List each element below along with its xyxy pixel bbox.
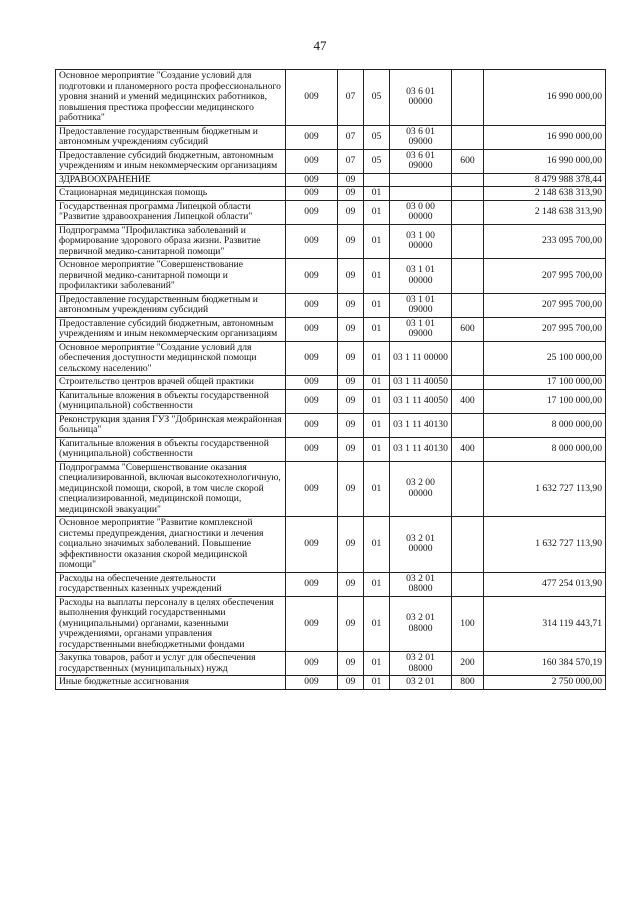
row-name-cell: Предоставление государственным бюджетным и автономным учреждениям субсидий [56, 293, 286, 317]
table-row [56, 70, 606, 126]
row-name-cell: Основное мероприятие "Создание условий для подготовки и планомерного роста профессионального уровня знаний и умений медицинских работников, повышения престижа профессии медицинского работника" [56, 70, 286, 126]
row-grbs-cell: 009 [286, 173, 338, 187]
row-subsection-cell [364, 173, 390, 187]
row-section-cell: 09 [338, 341, 364, 376]
row-target-article-cell: 03 0 00 00000 [390, 200, 452, 224]
row-name-cell: Строительство центров врачей общей практики [56, 376, 286, 390]
row-amount-cell: 8 479 988 378,44 [484, 173, 606, 187]
row-subsection-cell: 01 [364, 517, 390, 573]
row-target-article-cell: 03 1 01 09000 [390, 293, 452, 317]
row-target-article-cell: 03 2 01 08000 [390, 596, 452, 652]
row-section-cell: 09 [338, 676, 364, 690]
row-grbs-cell: 009 [286, 596, 338, 652]
row-name-cell: Государственная программа Липецкой области "Развитие здравоохранения Липецкой области" [56, 200, 286, 224]
row-subsection-cell: 01 [364, 572, 390, 596]
table-row [56, 125, 606, 149]
row-expense-type-cell [452, 341, 484, 376]
row-section-cell: 09 [338, 259, 364, 294]
row-subsection-cell: 01 [364, 259, 390, 294]
row-amount-cell: 314 119 443,71 [484, 596, 606, 652]
row-subsection-cell: 01 [364, 341, 390, 376]
row-expense-type-cell: 600 [452, 317, 484, 341]
table-row [56, 224, 606, 259]
table-row [56, 293, 606, 317]
row-amount-cell: 25 100 000,00 [484, 341, 606, 376]
row-name-cell: Стационарная медицинская помощь [56, 187, 286, 201]
row-subsection-cell: 01 [364, 293, 390, 317]
row-grbs-cell: 009 [286, 652, 338, 676]
row-amount-cell: 17 100 000,00 [484, 389, 606, 413]
row-subsection-cell: 01 [364, 200, 390, 224]
row-amount-cell: 207 995 700,00 [484, 259, 606, 294]
row-name-cell: ЗДРАВООХРАНЕНИЕ [56, 173, 286, 187]
row-name-cell: Закупка товаров, работ и услуг для обеспечения государственных (муниципальных) нужд [56, 652, 286, 676]
row-section-cell: 09 [338, 437, 364, 461]
row-grbs-cell: 009 [286, 461, 338, 517]
row-target-article-cell: 03 1 01 09000 [390, 317, 452, 341]
table-row [56, 200, 606, 224]
row-name-cell: Капитальные вложения в объекты государственной (муниципальной) собственности [56, 389, 286, 413]
row-amount-cell: 207 995 700,00 [484, 293, 606, 317]
row-section-cell: 09 [338, 652, 364, 676]
row-grbs-cell: 009 [286, 317, 338, 341]
row-expense-type-cell [452, 70, 484, 126]
row-section-cell: 07 [338, 149, 364, 173]
row-section-cell: 09 [338, 389, 364, 413]
table-row [56, 376, 606, 390]
row-expense-type-cell [452, 572, 484, 596]
row-grbs-cell: 009 [286, 437, 338, 461]
row-target-article-cell: 03 1 00 00000 [390, 224, 452, 259]
row-section-cell: 09 [338, 317, 364, 341]
table-body [56, 70, 606, 690]
row-section-cell: 09 [338, 173, 364, 187]
row-subsection-cell: 05 [364, 70, 390, 126]
row-grbs-cell: 009 [286, 572, 338, 596]
row-expense-type-cell [452, 187, 484, 201]
row-name-cell: Основное мероприятие "Развитие комплексной системы предупреждения, диагностики и лечения социально значимых заболеваний. Повышение эффективности оказания скорой медицинской помощи" [56, 517, 286, 573]
table-row [56, 149, 606, 173]
table-row [56, 413, 606, 437]
row-grbs-cell: 009 [286, 200, 338, 224]
row-amount-cell: 207 995 700,00 [484, 317, 606, 341]
row-grbs-cell: 009 [286, 224, 338, 259]
table-row [56, 173, 606, 187]
table-row [56, 596, 606, 652]
row-target-article-cell: 03 1 11 40130 [390, 413, 452, 437]
row-grbs-cell: 009 [286, 676, 338, 690]
row-name-cell: Предоставление государственным бюджетным и автономным учреждениям субсидий [56, 125, 286, 149]
row-amount-cell: 2 148 638 313,90 [484, 200, 606, 224]
row-name-cell: Расходы на выплаты персоналу в целях обеспечения выполнения функций государственными (муниципальными) органами, казенными учреждениями, органами управления государственными внебюджетными фондами [56, 596, 286, 652]
page-number: 47 [313, 38, 327, 53]
row-amount-cell: 2 148 638 313,90 [484, 187, 606, 201]
row-grbs-cell: 009 [286, 125, 338, 149]
row-amount-cell: 16 990 000,00 [484, 125, 606, 149]
row-subsection-cell: 05 [364, 149, 390, 173]
row-grbs-cell: 009 [286, 389, 338, 413]
row-section-cell: 07 [338, 70, 364, 126]
row-amount-cell: 17 100 000,00 [484, 376, 606, 390]
row-section-cell: 09 [338, 517, 364, 573]
table-row [56, 187, 606, 201]
table-row [56, 317, 606, 341]
row-target-article-cell: 03 1 11 40130 [390, 437, 452, 461]
row-name-cell: Основное мероприятие "Создание условий для обеспечения доступности медицинской помощи сельскому населению" [56, 341, 286, 376]
row-subsection-cell: 01 [364, 676, 390, 690]
row-section-cell: 09 [338, 376, 364, 390]
row-section-cell: 07 [338, 125, 364, 149]
budget-table [55, 69, 606, 690]
row-expense-type-cell [452, 224, 484, 259]
row-expense-type-cell: 200 [452, 652, 484, 676]
row-name-cell: Реконструкция здания ГУЗ "Добринская межрайонная больница" [56, 413, 286, 437]
row-expense-type-cell [452, 173, 484, 187]
table-row [56, 461, 606, 517]
table-row [56, 259, 606, 294]
row-expense-type-cell [452, 125, 484, 149]
row-amount-cell: 1 632 727 113,90 [484, 517, 606, 573]
row-expense-type-cell [452, 517, 484, 573]
row-section-cell: 09 [338, 461, 364, 517]
row-target-article-cell: 03 2 01 00000 [390, 517, 452, 573]
row-expense-type-cell [452, 376, 484, 390]
row-target-article-cell: 03 6 01 09000 [390, 125, 452, 149]
row-amount-cell: 8 000 000,00 [484, 437, 606, 461]
row-section-cell: 09 [338, 224, 364, 259]
row-subsection-cell: 01 [364, 461, 390, 517]
row-amount-cell: 160 384 570,19 [484, 652, 606, 676]
row-subsection-cell: 01 [364, 437, 390, 461]
row-subsection-cell: 01 [364, 317, 390, 341]
row-section-cell: 09 [338, 572, 364, 596]
row-amount-cell: 233 095 700,00 [484, 224, 606, 259]
row-amount-cell: 1 632 727 113,90 [484, 461, 606, 517]
row-target-article-cell: 03 1 01 00000 [390, 259, 452, 294]
row-subsection-cell: 01 [364, 652, 390, 676]
row-name-cell: Подпрограмма "Совершенствование оказания специализированной, включая высокотехнологичную, медицинской помощи, скорой, в том числе скорой специализированной, медицинской помощи, медицинской эвакуации" [56, 461, 286, 517]
row-subsection-cell: 01 [364, 224, 390, 259]
row-name-cell: Капитальные вложения в объекты государственной (муниципальной) собственности [56, 437, 286, 461]
row-amount-cell: 477 254 013,90 [484, 572, 606, 596]
table-row [56, 389, 606, 413]
row-grbs-cell: 009 [286, 517, 338, 573]
row-name-cell: Подпрограмма "Профилактика заболеваний и формирование здорового образа жизни. Развитие первичной медико-санитарной помощи" [56, 224, 286, 259]
row-target-article-cell: 03 1 11 40050 [390, 389, 452, 413]
row-target-article-cell: 03 2 01 [390, 676, 452, 690]
row-grbs-cell: 009 [286, 413, 338, 437]
row-expense-type-cell: 400 [452, 389, 484, 413]
row-subsection-cell: 01 [364, 413, 390, 437]
row-amount-cell: 16 990 000,00 [484, 149, 606, 173]
row-expense-type-cell: 100 [452, 596, 484, 652]
row-target-article-cell: 03 1 11 00000 [390, 341, 452, 376]
row-name-cell: Иные бюджетные ассигнования [56, 676, 286, 690]
row-amount-cell: 16 990 000,00 [484, 70, 606, 126]
row-target-article-cell: 03 6 01 00000 [390, 70, 452, 126]
table-row [56, 676, 606, 690]
row-expense-type-cell: 800 [452, 676, 484, 690]
row-expense-type-cell [452, 259, 484, 294]
table-row [56, 437, 606, 461]
row-grbs-cell: 009 [286, 293, 338, 317]
table-row [56, 341, 606, 376]
row-target-article-cell: 03 2 01 08000 [390, 572, 452, 596]
row-target-article-cell: 03 2 00 00000 [390, 461, 452, 517]
row-expense-type-cell [452, 200, 484, 224]
row-target-article-cell [390, 173, 452, 187]
row-name-cell: Основное мероприятие "Совершенствование первичной медико-санитарной помощи и профилактики заболеваний" [56, 259, 286, 294]
row-name-cell: Расходы на обеспечение деятельности государственных казенных учреждений [56, 572, 286, 596]
row-name-cell: Предоставление субсидий бюджетным, автономным учреждениям и иным некоммерческим организациям [56, 149, 286, 173]
row-amount-cell: 8 000 000,00 [484, 413, 606, 437]
table-row [56, 572, 606, 596]
row-name-cell: Предоставление субсидий бюджетным, автономным учреждениям и иным некоммерческим организациям [56, 317, 286, 341]
row-grbs-cell: 009 [286, 149, 338, 173]
row-target-article-cell: 03 6 01 09000 [390, 149, 452, 173]
row-expense-type-cell: 400 [452, 437, 484, 461]
row-section-cell: 09 [338, 596, 364, 652]
row-section-cell: 09 [338, 187, 364, 201]
row-target-article-cell: 03 1 11 40050 [390, 376, 452, 390]
row-subsection-cell: 01 [364, 376, 390, 390]
row-grbs-cell: 009 [286, 259, 338, 294]
row-grbs-cell: 009 [286, 376, 338, 390]
row-subsection-cell: 01 [364, 187, 390, 201]
row-section-cell: 09 [338, 413, 364, 437]
row-grbs-cell: 009 [286, 187, 338, 201]
row-section-cell: 09 [338, 200, 364, 224]
row-expense-type-cell [452, 413, 484, 437]
row-target-article-cell: 03 2 01 08000 [390, 652, 452, 676]
row-section-cell: 09 [338, 293, 364, 317]
row-subsection-cell: 01 [364, 389, 390, 413]
table-row [56, 652, 606, 676]
row-expense-type-cell [452, 461, 484, 517]
row-target-article-cell [390, 187, 452, 201]
row-subsection-cell: 01 [364, 596, 390, 652]
row-grbs-cell: 009 [286, 341, 338, 376]
row-grbs-cell: 009 [286, 70, 338, 126]
table-row [56, 517, 606, 573]
row-amount-cell: 2 750 000,00 [484, 676, 606, 690]
row-expense-type-cell [452, 293, 484, 317]
row-expense-type-cell: 600 [452, 149, 484, 173]
row-subsection-cell: 05 [364, 125, 390, 149]
